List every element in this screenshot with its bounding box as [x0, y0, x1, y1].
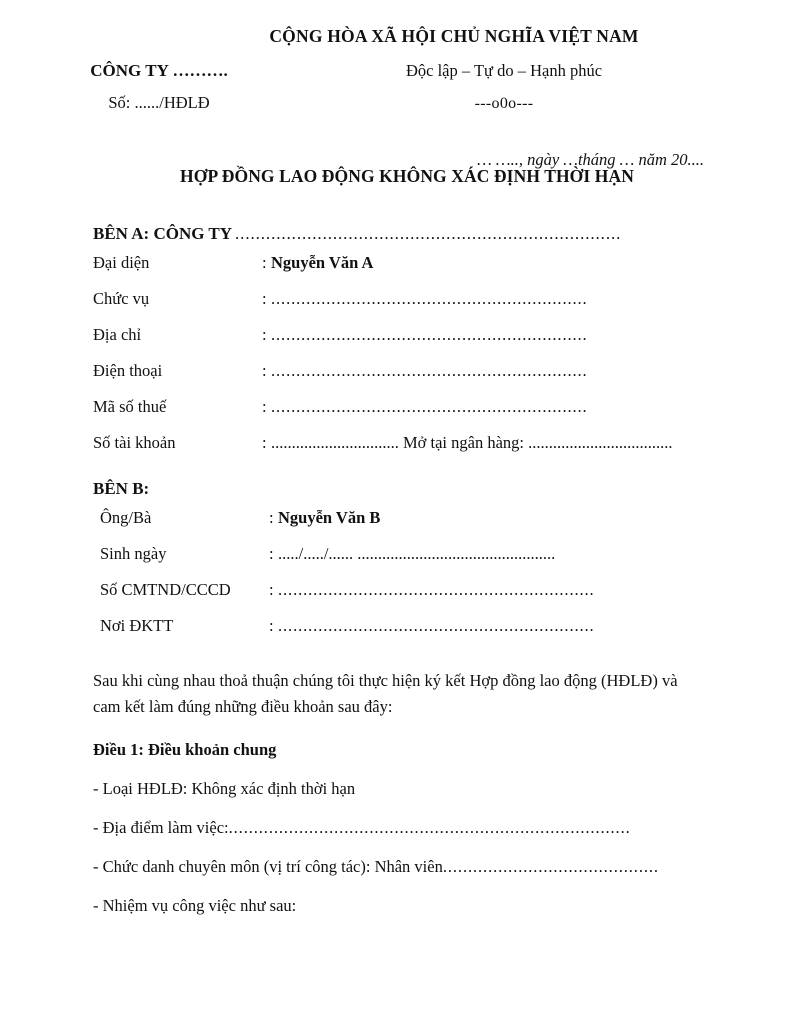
field-label: Số CMTND/CCCD — [100, 579, 231, 599]
field-row-dien-thoai — [93, 360, 693, 396]
document-number: Số: ....../HĐLĐ — [108, 92, 210, 112]
item-dots[interactable]: ................................................................................ — [228, 818, 631, 838]
field-colon: : — [262, 396, 267, 416]
party-a-heading-dots: ........................................................................... — [235, 224, 622, 243]
field-row-noi-dktt — [93, 615, 693, 651]
national-motto: Độc lập – Tự do – Hạnh phúc — [405, 60, 603, 80]
article-1-item-loai-hdld — [93, 777, 693, 800]
party-b-heading: BÊN B: — [93, 478, 150, 498]
field-value[interactable]: Nguyễn Văn B — [278, 507, 381, 527]
field-label: Ông/Bà — [100, 507, 152, 527]
field-value[interactable]: Nguyễn Văn A — [271, 252, 374, 272]
field-colon: : — [269, 543, 274, 563]
field-colon: : — [262, 252, 267, 272]
field-value[interactable]: ...../...../...... ................................................ — [278, 543, 556, 563]
field-colon: : — [269, 507, 274, 527]
header-columns — [0, 59, 800, 115]
field-label: Số tài khoản — [93, 432, 176, 452]
field-colon: : — [262, 360, 267, 380]
field-value[interactable]: ............................................................... — [278, 579, 595, 599]
article-1-item-dia-diem-lam-viec — [93, 816, 693, 839]
item-dots[interactable]: ........................................... — [442, 857, 659, 877]
date-line: … ….., ngày …tháng … năm 20.... — [477, 150, 704, 169]
header-left-block — [0, 59, 300, 115]
field-value[interactable]: ............................................................... — [271, 324, 588, 344]
field-colon: : — [262, 288, 267, 308]
document-title: HỢP ĐỒNG LAO ĐỘNG KHÔNG XÁC ĐỊNH THỜI HẠN — [180, 166, 634, 186]
field-label: Sinh ngày — [100, 543, 167, 563]
field-label: Điện thoại — [93, 360, 163, 380]
field-row-ong-ba — [93, 507, 693, 543]
party-a-fields — [93, 252, 693, 468]
document-header — [0, 26, 800, 169]
article-1-item-nhiem-vu-cong-viec — [93, 894, 693, 917]
field-value[interactable]: ............................................................... — [278, 615, 595, 635]
party-a-heading-label: BÊN A: CÔNG TY — [93, 224, 233, 243]
national-title: CỘNG HÒA XÃ HỘI CHỦ NGHĨA VIỆT NAM — [269, 26, 639, 46]
item-text: - Chức danh chuyên môn (vị trí công tác): Nhân viên — [93, 857, 443, 877]
field-value[interactable]: ............................................................... — [271, 288, 588, 308]
company-name: CÔNG TY ………. — [90, 60, 228, 80]
field-row-dia-chi — [93, 324, 693, 360]
field-label: Đại diện — [93, 252, 150, 272]
field-colon: : — [269, 615, 274, 635]
field-colon: : — [262, 432, 267, 452]
field-colon: : — [262, 324, 267, 344]
document-body — [93, 222, 693, 918]
intro-paragraph: Sau khi cùng nhau thoả thuận chúng tôi thực hiện ký kết Hợp đồng lao động (HĐLĐ) và cam kết làm đúng những điều khoản sau đây: — [93, 670, 678, 717]
party-a-heading — [93, 222, 693, 246]
field-row-chuc-vu — [93, 288, 693, 324]
field-label: Địa chỉ — [93, 324, 142, 344]
field-row-sinh-ngay — [93, 543, 693, 579]
motto-separator: ---o0o--- — [474, 94, 534, 112]
field-row-ma-so-thue — [93, 396, 693, 432]
article-1-item-chuc-danh-chuyen-mon — [93, 855, 693, 878]
field-row-so-cmtnd-cccd — [93, 579, 693, 615]
article-1-title: Điều 1: Điều khoản chung — [93, 740, 277, 760]
item-text: - Loại HĐLĐ: Không xác định thời hạn — [93, 779, 356, 799]
item-text: - Nhiệm vụ công việc như sau: — [93, 896, 297, 916]
item-text: - Địa điểm làm việc: — [93, 818, 229, 838]
field-value[interactable]: ............................................................... — [271, 396, 588, 416]
field-label: Chức vụ — [93, 288, 150, 308]
field-colon: : — [269, 579, 274, 599]
field-label: Mã số thuế — [93, 396, 167, 416]
field-row-dai-dien — [93, 252, 693, 288]
field-value[interactable]: ............................... Mở tại ngân hàng: ................................... — [271, 432, 673, 452]
party-b-fields — [93, 507, 693, 651]
field-label: Nơi ĐKTT — [100, 615, 174, 635]
field-value[interactable]: ............................................................... — [271, 360, 588, 380]
field-row-so-tai-khoan — [93, 432, 693, 468]
header-right-block — [300, 59, 800, 115]
